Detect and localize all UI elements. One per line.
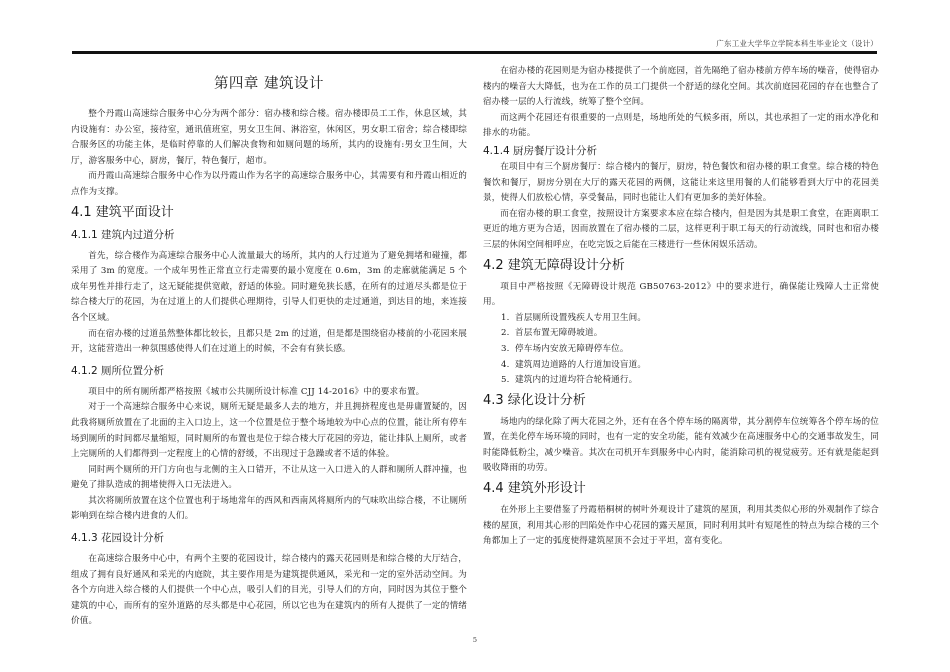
list-number: 5. xyxy=(501,375,510,386)
body-paragraph: 项目中严格按照《无障碍设计规范 GB50763-2012》中的要求进行，确保能让残障人士正常使用。 xyxy=(483,281,879,308)
body-paragraph: 场地内的绿化除了两大花园之外，还有在各个停车场的隔离带，其分割停车位统筹各个停车场的位置，在美化停车场环境的同时，也有一定的安全功能，能有效减少在高速服务中心的交通事故发生，同时能降低粉尘，减少噪音。其次在司机开车到服务中心内时，能消除司机的视觉疲劳。还有就是能起到吸收降雨的功劳。 xyxy=(483,416,879,474)
body-paragraph: 同时两个厕所的开门方向也与北侧的主入口错开，不让从这一入口进入的人群和厕所人群冲撞，也避免了排队造成的拥堵使得入口无法进入。 xyxy=(71,464,467,491)
body-paragraph: 在项目中有三个厨房餐厅：综合楼内的餐厅，厨房，特色餐饮和宿办楼的职工食堂。综合楼的特色餐饮和餐厅，厨房分别在大厅的露天花园的两侧，这能让来这里用餐的人们能够看到大厅中的花园美景，使得人们放松心情，享受餐品，同时也能让人们有更加多的美好体验。 xyxy=(483,161,879,204)
list-number: 2. xyxy=(501,328,510,339)
body-paragraph: 对于一个高速综合服务中心来说，厕所无疑是最多人去的地方，并且拥挤程度也是毋庸置疑的，因此我将厕所放置在了北面的主入口边上，这一个位置是位于整个场地较为中心点的位置，能让所有停车场到厕所的时间都尽量缩短，同时厕所的布置也是位于综合楼大厅花园的旁边，能让排队上厕所，或者上完厕所的人们都得到一定程度上的心情的舒缓，不出现过于急躁或者不适的体验。 xyxy=(71,402,467,460)
list-text: 建筑周边道路的人行道加设盲道。 xyxy=(515,359,647,370)
body-paragraph: 在外形上主要借鉴了丹霞梧桐树的树叶外观设计了建筑的屋顶，利用其类似心形的外观制作了综合楼的屋顶，利用其心形的凹陷处作中心花园的露天屋顶，同时利用其叶有短尾性的特点为综合楼的三个角都加上了一定的弧度使得建筑屋顶不会过于平坦，富有变化。 xyxy=(483,505,879,547)
page-number: 5 xyxy=(472,636,478,644)
list-text: 首层厕所设置残疾人专用卫生间。 xyxy=(515,312,647,323)
list-item xyxy=(483,326,879,342)
body-paragraph: 而这两个花园还有很重要的一点则是，场地所处的气候多雨，所以，其也承担了一定的雨水净化和排水的功能。 xyxy=(483,112,879,139)
list-item xyxy=(483,373,879,389)
right-column xyxy=(483,64,879,550)
list-item xyxy=(483,311,879,327)
left-column xyxy=(71,64,467,630)
chapter-title: 第四章 建筑设计 xyxy=(213,76,325,92)
section-heading-4-4: 4.4 建筑外形设计 xyxy=(483,481,586,497)
body-paragraph: 其次将厕所放置在这个位置也利于场地常年的西风和西南风将厕所内的气味吹出综合楼，不让厕所影响到在综合楼内进食的人们。 xyxy=(71,495,467,522)
body-paragraph: 而在宿办楼的过道虽然整体都比较长，且都只是 2m 的过道，但是都是围绕宿办楼前的小花园来展开，这能营造出一种氛围感使得人们在过道上的时候，不会有有狭长感。 xyxy=(71,328,467,355)
running-header: 广东工业大学华立学院本科生毕业论文（设计） xyxy=(716,39,878,48)
body-paragraph: 在宿办楼的花园则是为宿办楼提供了一个前庭园，首先隔绝了宿办楼前方停车场的噪音，使得宿办楼内的噪音大大降低，也为在工作的员工门提供一个舒适的绿化空间。其次前庭园花园的存在也整合了宿办楼一层的人行流线，统筹了整个空间。 xyxy=(483,66,879,108)
list-text: 建筑内的过道均符合轮椅通行。 xyxy=(515,375,638,386)
list-number: 1. xyxy=(501,312,510,323)
body-paragraph: 在高速综合服务中心中，有两个主要的花园设计，综合楼内的露天花园则是和综合楼的大厅结合，组成了拥有良好通风和采光的内庭院，其主要作用是为建筑提供通风，采光和一定的室外活动空间。为各个方向进入综合楼的人们提供一个中心点，吸引人们的目光，引导人们的方向，同时因为其位于整个建筑的中心，而所有的室外道路的尽头都是中心花园，所以它也为在建筑内的所有人提供了一定的情绪价值。 xyxy=(71,554,467,627)
body-paragraph: 项目中的所有厕所都严格按照《城市公共厕所设计标准 CJJ 14-2016》中的要求布置。 xyxy=(88,386,425,397)
list-item xyxy=(483,342,879,358)
list-item xyxy=(483,358,879,374)
accessibility-list xyxy=(483,311,879,389)
section-heading-4-3: 4.3 绿化设计分析 xyxy=(483,392,586,408)
subsection-heading-4-1-3: 4.1.3 花园设计分析 xyxy=(71,532,165,545)
header-rule xyxy=(72,51,877,54)
subsection-heading-4-1-1: 4.1.1 建筑内过道分析 xyxy=(71,228,175,241)
list-number: 3. xyxy=(501,343,510,354)
body-paragraph: 而在宿办楼的职工食堂，按照设计方案要求本应在综合楼内，但是因为其是职工食堂，在距离职工更近的地方更为合适，因而放置在了宿办楼的二层，这样更利于职工每天的行动流线，同时也和宿办楼三层的休闲空间相呼应，在吃完饭之后能在三楼进行一些休闲娱乐活动。 xyxy=(483,208,879,250)
list-text: 停车场内安放无障碍停车位。 xyxy=(515,343,629,354)
list-text: 首层布置无障碍坡道。 xyxy=(515,328,603,339)
intro-paragraph: 整个丹霞山高速综合服务中心分为两个部分：宿办楼和综合楼。宿办楼即员工工作，休息区域，其内设施有：办公室，接待室，通讯值班室，男女卫生间、淋浴室，休闲区，男女职工宿舍；综合楼即综合服务区的功能主体，是临时停靠的人们解决食物和如厕问题的场所，其内的设施有:男女卫生间，大厅，游客服务中心，厨房，餐厅，特色餐厅，超市。 xyxy=(71,109,467,166)
section-heading-4-1: 4.1 建筑平面设计 xyxy=(71,204,174,220)
body-paragraph: 首先，综合楼作为高速综合服务中心人流量最大的场所，其内的人行过道为了避免拥堵和碰撞，都采用了 3m 的宽度。一个成年男性正常直立行走需要的最小宽度在 0.6m，3m 的走廊就能满足 5 个成年男性并排行走了，这无疑能提供宽敞，舒适的体验。同时避免狭长感，在所有的过道尽头都是位于综合楼大厅的花园，为在过道上的人们提供心理期待，引导人们更快的走过通道，到达目的地，来连接各个区域。 xyxy=(71,250,467,323)
subsection-heading-4-1-2: 4.1.2 厕所位置分析 xyxy=(71,364,165,377)
subsection-heading-4-1-4: 4.1.4 厨房餐厅设计分析 xyxy=(483,144,598,157)
list-number: 4. xyxy=(501,359,510,370)
intro-paragraph: 而丹霞山高速综合服务中心作为以丹霞山作为名字的高速综合服务中心，其需要有和丹霞山相近的点作为支撑。 xyxy=(71,171,467,197)
section-heading-4-2: 4.2 建筑无障碍设计分析 xyxy=(483,257,625,273)
